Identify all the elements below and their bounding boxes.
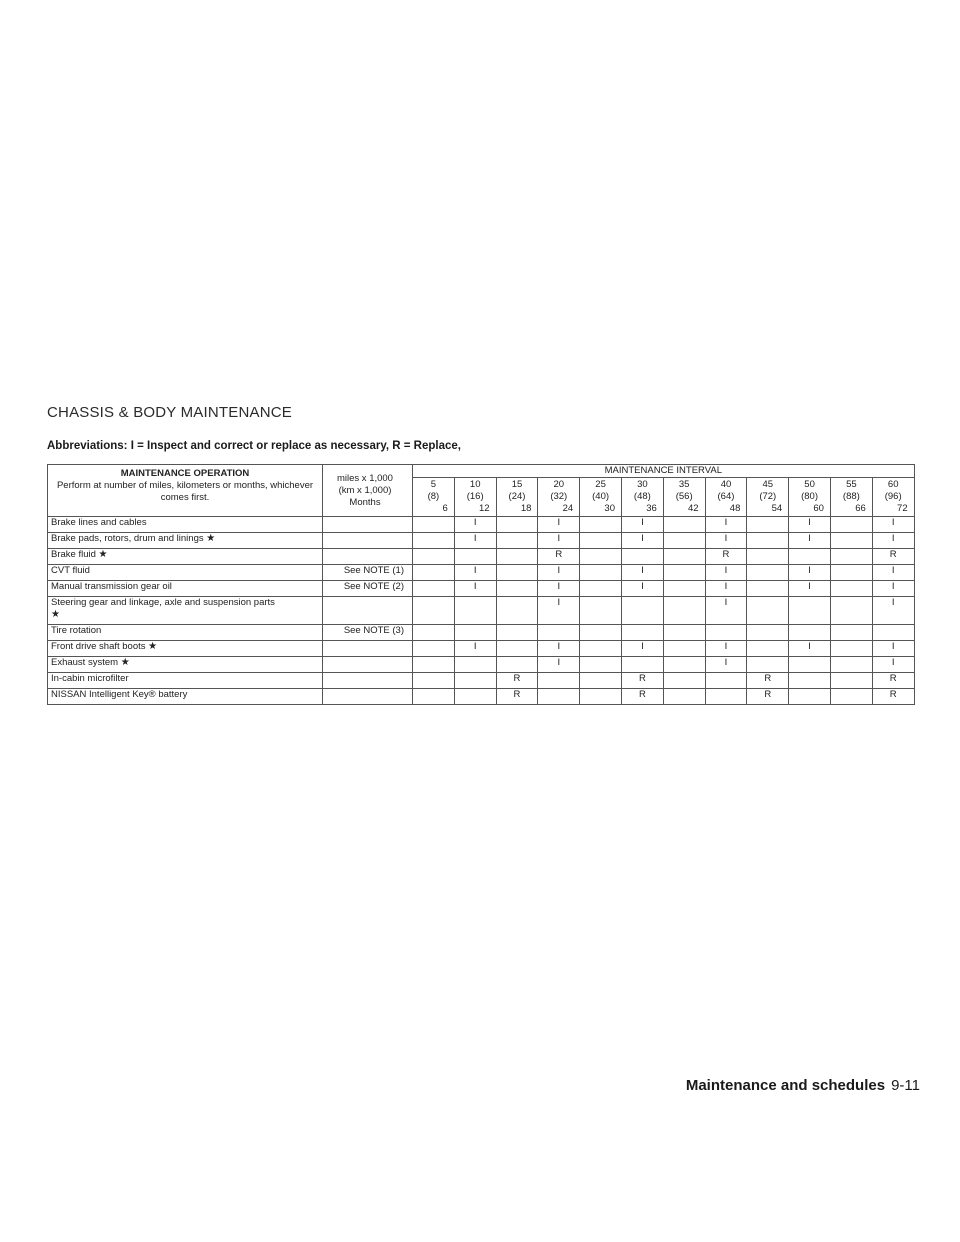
interval-cell: I — [872, 517, 914, 533]
interval-months: 36 — [646, 503, 657, 514]
interval-cell — [830, 673, 872, 689]
interval-months: 48 — [729, 503, 741, 514]
interval-cell — [496, 597, 538, 625]
operation-name — [48, 657, 323, 673]
star-icon: ★ — [148, 641, 158, 652]
table-row — [48, 565, 915, 581]
interval-cell — [663, 581, 705, 597]
interval-cell — [413, 565, 455, 581]
operation-label: Front drive shaft boots — [51, 641, 146, 652]
operation-note: See NOTE (2) — [323, 581, 413, 597]
table-row — [48, 517, 915, 533]
interval-cell: I — [705, 565, 747, 581]
interval-cell — [830, 597, 872, 625]
table-row — [48, 657, 915, 673]
interval-cell: I — [705, 641, 747, 657]
interval-cell — [663, 673, 705, 689]
interval-cell — [496, 533, 538, 549]
interval-cell — [830, 549, 872, 565]
interval-months: 66 — [855, 503, 866, 514]
interval-cell — [747, 581, 789, 597]
interval-miles: 5 — [430, 479, 437, 490]
interval-cell — [830, 641, 872, 657]
interval-cell — [580, 657, 622, 673]
interval-cell — [454, 689, 496, 705]
star-icon: ★ — [120, 657, 130, 668]
interval-cell: I — [621, 533, 663, 549]
units-km: (km x 1,000) — [338, 484, 392, 496]
interval-cell — [621, 625, 663, 641]
interval-cell — [413, 597, 455, 625]
interval-cell — [496, 565, 538, 581]
interval-cell — [830, 689, 872, 705]
interval-cell — [538, 625, 580, 641]
interval-cell: I — [705, 597, 747, 625]
interval-cell: I — [454, 533, 496, 549]
operation-label: Exhaust system — [51, 657, 119, 668]
interval-cell: I — [538, 641, 580, 657]
interval-cell — [413, 517, 455, 533]
operation-name — [48, 565, 323, 581]
operation-label: CVT fluid — [51, 565, 90, 576]
interval-cell: I — [538, 657, 580, 673]
interval-header: MAINTENANCE INTERVAL — [413, 465, 915, 478]
interval-cell — [747, 641, 789, 657]
interval-cell — [705, 673, 747, 689]
interval-cell — [663, 657, 705, 673]
interval-cell: I — [872, 597, 914, 625]
operation-label: NISSAN Intelligent Key® battery — [51, 689, 188, 700]
interval-km: (80) — [801, 491, 819, 502]
interval-miles: 30 — [637, 479, 648, 490]
operation-note — [323, 597, 413, 625]
interval-cell: R — [621, 673, 663, 689]
operation-name — [48, 581, 323, 597]
interval-cell — [496, 581, 538, 597]
interval-cell — [621, 597, 663, 625]
interval-months: 6 — [442, 503, 448, 514]
table-row — [48, 581, 915, 597]
operation-label: Steering gear and linkage, axle and suspension parts — [51, 597, 275, 608]
interval-cell — [621, 549, 663, 565]
interval-column-header — [496, 478, 538, 517]
star-icon: ★ — [51, 609, 60, 620]
interval-column-header — [538, 478, 580, 517]
table-row — [48, 597, 915, 625]
interval-km: (56) — [675, 491, 693, 502]
interval-column-header — [789, 478, 831, 517]
interval-miles: 55 — [846, 479, 857, 490]
interval-cell — [663, 533, 705, 549]
interval-cell — [663, 565, 705, 581]
interval-miles: 20 — [553, 479, 565, 490]
interval-cell — [496, 517, 538, 533]
interval-cell: R — [747, 689, 789, 705]
interval-cell — [872, 625, 914, 641]
interval-km: (48) — [633, 491, 651, 502]
interval-miles: 25 — [595, 479, 606, 490]
interval-miles: 60 — [887, 479, 899, 490]
interval-cell: I — [789, 565, 831, 581]
units-miles: miles x 1,000 — [337, 472, 393, 484]
operation-subtitle: Perform at number of miles, kilometers or months, whichever comes first. — [56, 480, 314, 503]
interval-cell — [454, 673, 496, 689]
interval-cell — [789, 625, 831, 641]
interval-months: 54 — [771, 503, 783, 514]
interval-cell — [538, 689, 580, 705]
interval-cell: R — [705, 549, 747, 565]
interval-cell: I — [538, 533, 580, 549]
table-row — [48, 549, 915, 565]
interval-cell — [580, 517, 622, 533]
interval-cell — [705, 625, 747, 641]
interval-cell: I — [789, 641, 831, 657]
interval-cell: I — [621, 641, 663, 657]
star-icon: ★ — [206, 533, 216, 544]
interval-cell — [580, 565, 622, 581]
interval-cell — [663, 625, 705, 641]
table-row — [48, 673, 915, 689]
page-number: 9-11 — [891, 1077, 920, 1094]
interval-cell — [413, 533, 455, 549]
interval-cell — [413, 673, 455, 689]
interval-cell — [789, 549, 831, 565]
interval-cell — [789, 597, 831, 625]
interval-cell — [747, 549, 789, 565]
interval-cell — [747, 533, 789, 549]
interval-cell — [413, 657, 455, 673]
interval-cell: I — [872, 565, 914, 581]
interval-cell — [789, 689, 831, 705]
operation-name — [48, 549, 323, 565]
interval-cell — [496, 549, 538, 565]
interval-cell — [538, 673, 580, 689]
operation-name — [48, 625, 323, 641]
interval-column-header — [663, 478, 705, 517]
operation-header — [48, 465, 323, 517]
interval-cell — [663, 641, 705, 657]
interval-cell — [580, 533, 622, 549]
interval-miles: 45 — [762, 479, 774, 490]
section-title: CHASSIS & BODY MAINTENANCE — [47, 404, 292, 421]
interval-cell — [789, 657, 831, 673]
interval-cell: I — [705, 517, 747, 533]
interval-cell: I — [872, 657, 914, 673]
interval-column-header — [872, 478, 914, 517]
interval-cell — [454, 625, 496, 641]
operation-note: See NOTE (3) — [323, 625, 413, 641]
interval-miles: 40 — [720, 479, 732, 490]
interval-cell — [413, 689, 455, 705]
operation-name — [48, 517, 323, 533]
interval-miles: 15 — [511, 479, 523, 490]
interval-cell — [580, 549, 622, 565]
interval-cell — [580, 689, 622, 705]
interval-cell — [747, 565, 789, 581]
operation-name — [48, 641, 323, 657]
interval-cell — [580, 673, 622, 689]
interval-cell: I — [872, 581, 914, 597]
interval-cell: I — [454, 517, 496, 533]
operation-name — [48, 597, 323, 625]
interval-cell — [580, 597, 622, 625]
interval-months: 30 — [604, 503, 615, 514]
interval-km: (96) — [884, 491, 902, 502]
interval-cell — [621, 657, 663, 673]
units-months: Months — [349, 496, 381, 508]
interval-cell — [496, 625, 538, 641]
operation-label: Manual transmission gear oil — [51, 581, 172, 592]
interval-km: (72) — [759, 491, 777, 502]
operation-name — [48, 673, 323, 689]
interval-cell — [580, 581, 622, 597]
interval-cell — [830, 517, 872, 533]
interval-cell: I — [705, 657, 747, 673]
table-row — [48, 625, 915, 641]
interval-cell: R — [872, 673, 914, 689]
interval-months: 42 — [688, 503, 699, 514]
operation-title: MAINTENANCE OPERATION — [120, 468, 250, 479]
interval-cell — [413, 625, 455, 641]
interval-cell — [454, 549, 496, 565]
interval-cell — [789, 673, 831, 689]
interval-cell — [830, 533, 872, 549]
interval-cell: I — [705, 581, 747, 597]
interval-cell — [454, 597, 496, 625]
interval-cell: I — [789, 517, 831, 533]
interval-cell: R — [872, 549, 914, 565]
interval-cell — [705, 689, 747, 705]
interval-miles: 10 — [469, 479, 481, 490]
interval-km: (8) — [427, 491, 440, 502]
interval-cell — [747, 657, 789, 673]
interval-cell: I — [621, 581, 663, 597]
operation-note — [323, 517, 413, 533]
interval-cell — [663, 517, 705, 533]
interval-km: (24) — [508, 491, 526, 502]
operation-note — [323, 673, 413, 689]
interval-cell — [413, 549, 455, 565]
operation-name — [48, 533, 323, 549]
interval-column-header — [747, 478, 789, 517]
operation-label: Brake pads, rotors, drum and linings — [51, 533, 204, 544]
interval-cell — [496, 641, 538, 657]
interval-cell — [663, 689, 705, 705]
interval-cell: I — [705, 533, 747, 549]
interval-km: (16) — [466, 491, 484, 502]
interval-km: (32) — [550, 491, 568, 502]
interval-cell: I — [454, 565, 496, 581]
abbreviations-note: Abbreviations: I = Inspect and correct or replace as necessary, R = Replace, — [47, 440, 461, 452]
interval-cell: R — [538, 549, 580, 565]
interval-cell: I — [789, 533, 831, 549]
operation-note: See NOTE (1) — [323, 565, 413, 581]
chapter-title: Maintenance and schedules — [685, 1077, 886, 1094]
interval-months: 72 — [897, 503, 908, 514]
interval-months: 12 — [479, 503, 490, 514]
table-row — [48, 689, 915, 705]
star-icon: ★ — [98, 549, 108, 560]
interval-miles: 50 — [804, 479, 815, 490]
interval-cell: I — [872, 641, 914, 657]
interval-cell — [747, 517, 789, 533]
table-row — [48, 533, 915, 549]
interval-cell: I — [872, 533, 914, 549]
interval-cell: I — [621, 565, 663, 581]
interval-cell: R — [872, 689, 914, 705]
operation-label: Brake fluid — [51, 549, 96, 560]
operation-label: Tire rotation — [51, 625, 102, 636]
interval-cell: I — [538, 565, 580, 581]
table-row — [48, 641, 915, 657]
interval-cell: R — [496, 689, 538, 705]
interval-cell — [454, 657, 496, 673]
page-footer — [686, 1077, 920, 1094]
units-header — [323, 465, 413, 517]
interval-cell: I — [454, 641, 496, 657]
interval-cell — [580, 641, 622, 657]
operation-label: Brake lines and cables — [51, 517, 147, 528]
interval-months: 18 — [520, 503, 532, 514]
interval-cell: R — [496, 673, 538, 689]
interval-column-header — [830, 478, 872, 517]
interval-cell — [830, 625, 872, 641]
interval-cell: R — [621, 689, 663, 705]
interval-column-header — [621, 478, 663, 517]
interval-cell — [747, 625, 789, 641]
operation-name — [48, 689, 323, 705]
operation-note — [323, 641, 413, 657]
interval-cell: I — [538, 517, 580, 533]
interval-cell — [413, 641, 455, 657]
interval-cell: R — [747, 673, 789, 689]
interval-months: 24 — [562, 503, 574, 514]
interval-cell — [580, 625, 622, 641]
interval-km: (40) — [592, 491, 610, 502]
operation-note — [323, 533, 413, 549]
interval-column-header — [705, 478, 747, 517]
interval-column-header — [413, 478, 455, 517]
interval-cell — [830, 581, 872, 597]
interval-cell — [747, 597, 789, 625]
operation-label: In-cabin microfilter — [51, 673, 129, 684]
interval-column-header — [580, 478, 622, 517]
interval-cell — [663, 549, 705, 565]
interval-cell: I — [538, 581, 580, 597]
interval-column-header — [454, 478, 496, 517]
maintenance-schedule-table — [47, 464, 915, 705]
interval-miles: 35 — [678, 479, 690, 490]
interval-cell — [413, 581, 455, 597]
operation-note — [323, 549, 413, 565]
interval-km: (64) — [717, 491, 735, 502]
interval-cell: I — [789, 581, 831, 597]
interval-km: (88) — [842, 491, 860, 502]
interval-months: 60 — [813, 503, 824, 514]
interval-cell — [830, 657, 872, 673]
operation-note — [323, 657, 413, 673]
interval-cell — [663, 597, 705, 625]
operation-note — [323, 689, 413, 705]
interval-cell: I — [538, 597, 580, 625]
interval-cell: I — [621, 517, 663, 533]
interval-cell: I — [454, 581, 496, 597]
interval-cell — [830, 565, 872, 581]
interval-cell — [496, 657, 538, 673]
